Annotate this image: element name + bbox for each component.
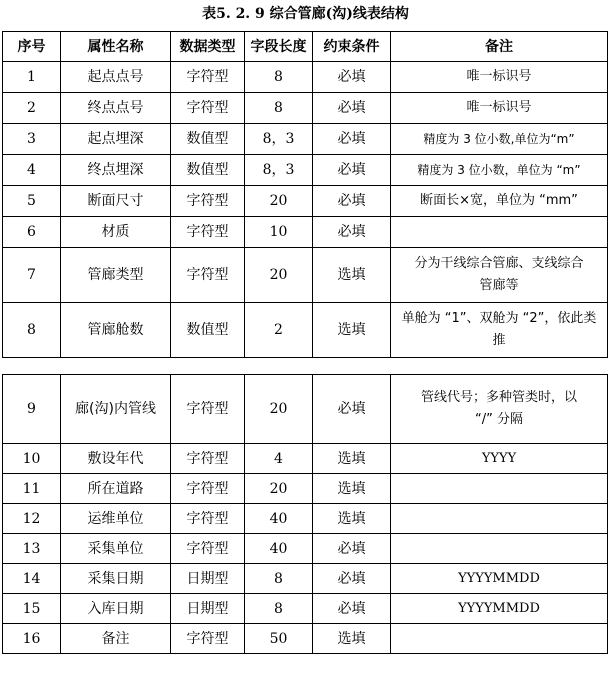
cell-name: 终点点号 — [61, 93, 171, 124]
cell-length: 10 — [245, 217, 313, 248]
cell-note: 精度为 3 位小数,单位为“m” — [391, 124, 608, 155]
cell-length: 4 — [245, 444, 313, 474]
table-row — [3, 444, 608, 474]
cell-type: 数值型 — [171, 303, 245, 358]
cell-no: 2 — [3, 93, 61, 124]
header-cell: 属性名称 — [61, 32, 171, 62]
cell-length: 50 — [245, 624, 313, 654]
cell-name: 采集日期 — [61, 564, 171, 594]
cell-name: 管廊类型 — [61, 248, 171, 303]
cell-constraint: 必填 — [313, 217, 391, 248]
cell-note: 唯一标识号 — [391, 93, 608, 124]
cell-note — [391, 504, 608, 534]
cell-type: 字符型 — [171, 474, 245, 504]
cell-note — [391, 474, 608, 504]
cell-constraint: 选填 — [313, 248, 391, 303]
cell-constraint: 选填 — [313, 624, 391, 654]
cell-length: 2 — [245, 303, 313, 358]
cell-note: 精度为 3 位小数，单位为 “m” — [391, 155, 608, 186]
table-row — [3, 534, 608, 564]
table-row — [3, 624, 608, 654]
cell-note: 管线代号；多种管类时，以 “/” 分隔 — [391, 375, 608, 444]
table-row — [3, 474, 608, 504]
cell-constraint: 必填 — [313, 534, 391, 564]
table-row — [3, 93, 608, 124]
cell-length: 8 — [245, 62, 313, 93]
cell-name: 廊(沟)内管线 — [61, 375, 171, 444]
cell-length: 8 — [245, 93, 313, 124]
cell-constraint: 选填 — [313, 303, 391, 358]
cell-type: 字符型 — [171, 624, 245, 654]
cell-name: 采集单位 — [61, 534, 171, 564]
cell-constraint: 必填 — [313, 155, 391, 186]
cell-constraint: 选填 — [313, 474, 391, 504]
attribute-table-part-2 — [2, 374, 608, 654]
cell-length: 40 — [245, 504, 313, 534]
cell-no: 11 — [3, 474, 61, 504]
cell-no: 10 — [3, 444, 61, 474]
cell-note: 单舱为 “1”、双舱为 “2”，依此类推 — [391, 303, 608, 358]
cell-type: 字符型 — [171, 504, 245, 534]
cell-constraint: 必填 — [313, 62, 391, 93]
cell-type: 数值型 — [171, 124, 245, 155]
cell-no: 12 — [3, 504, 61, 534]
cell-length: 20 — [245, 474, 313, 504]
table-row — [3, 124, 608, 155]
cell-type: 字符型 — [171, 534, 245, 564]
header-cell: 数据类型 — [171, 32, 245, 62]
cell-type: 日期型 — [171, 564, 245, 594]
cell-constraint: 选填 — [313, 504, 391, 534]
cell-no: 6 — [3, 217, 61, 248]
cell-length: 8，3 — [245, 124, 313, 155]
cell-name: 敷设年代 — [61, 444, 171, 474]
cell-constraint: 必填 — [313, 93, 391, 124]
cell-no: 4 — [3, 155, 61, 186]
cell-type: 字符型 — [171, 93, 245, 124]
cell-type: 数值型 — [171, 155, 245, 186]
cell-length: 20 — [245, 186, 313, 217]
cell-note — [391, 624, 608, 654]
table-row — [3, 186, 608, 217]
table-caption: 表5. 2. 9 综合管廊(沟)线表结构 — [202, 6, 409, 22]
table-header-row — [3, 32, 608, 62]
table-row — [3, 594, 608, 624]
cell-no: 15 — [3, 594, 61, 624]
cell-length: 8 — [245, 594, 313, 624]
header-cell: 字段长度 — [245, 32, 313, 62]
cell-length: 40 — [245, 534, 313, 564]
cell-name: 所在道路 — [61, 474, 171, 504]
cell-type: 字符型 — [171, 217, 245, 248]
table-row — [3, 564, 608, 594]
cell-type: 字符型 — [171, 248, 245, 303]
cell-type: 日期型 — [171, 594, 245, 624]
cell-note — [391, 217, 608, 248]
cell-no: 13 — [3, 534, 61, 564]
cell-constraint: 选填 — [313, 444, 391, 474]
cell-note: 唯一标识号 — [391, 62, 608, 93]
cell-name: 起点点号 — [61, 62, 171, 93]
header-cell: 序号 — [3, 32, 61, 62]
cell-length: 8 — [245, 564, 313, 594]
cell-note: 断面长×宽，单位为 “mm” — [391, 186, 608, 217]
table-row — [3, 62, 608, 93]
cell-no: 14 — [3, 564, 61, 594]
cell-note: YYYY — [391, 444, 608, 474]
cell-name: 材质 — [61, 217, 171, 248]
cell-name: 管廊舱数 — [61, 303, 171, 358]
table-row — [3, 248, 608, 303]
cell-no: 1 — [3, 62, 61, 93]
cell-note — [391, 534, 608, 564]
cell-length: 20 — [245, 248, 313, 303]
table-row — [3, 155, 608, 186]
cell-constraint: 必填 — [313, 186, 391, 217]
cell-name: 起点埋深 — [61, 124, 171, 155]
cell-name: 断面尺寸 — [61, 186, 171, 217]
cell-note: 分为干线综合管廊、支线综合管廊等 — [391, 248, 608, 303]
table-row — [3, 303, 608, 358]
attribute-table-part-1 — [2, 31, 608, 358]
cell-type: 字符型 — [171, 62, 245, 93]
cell-no: 3 — [3, 124, 61, 155]
cell-name: 运维单位 — [61, 504, 171, 534]
cell-name: 终点埋深 — [61, 155, 171, 186]
header-cell: 备注 — [391, 32, 608, 62]
cell-no: 9 — [3, 375, 61, 444]
cell-note: YYYYMMDD — [391, 594, 608, 624]
cell-no: 8 — [3, 303, 61, 358]
cell-constraint: 必填 — [313, 375, 391, 444]
cell-constraint: 必填 — [313, 564, 391, 594]
header-cell: 约束条件 — [313, 32, 391, 62]
cell-no: 5 — [3, 186, 61, 217]
cell-length: 8，3 — [245, 155, 313, 186]
cell-length: 20 — [245, 375, 313, 444]
cell-name: 备注 — [61, 624, 171, 654]
cell-type: 字符型 — [171, 444, 245, 474]
cell-name: 入库日期 — [61, 594, 171, 624]
table-row — [3, 217, 608, 248]
cell-constraint: 必填 — [313, 124, 391, 155]
table-row — [3, 375, 608, 444]
cell-no: 16 — [3, 624, 61, 654]
cell-no: 7 — [3, 248, 61, 303]
cell-type: 字符型 — [171, 186, 245, 217]
cell-note: YYYYMMDD — [391, 564, 608, 594]
cell-constraint: 必填 — [313, 594, 391, 624]
table-row — [3, 504, 608, 534]
cell-type: 字符型 — [171, 375, 245, 444]
